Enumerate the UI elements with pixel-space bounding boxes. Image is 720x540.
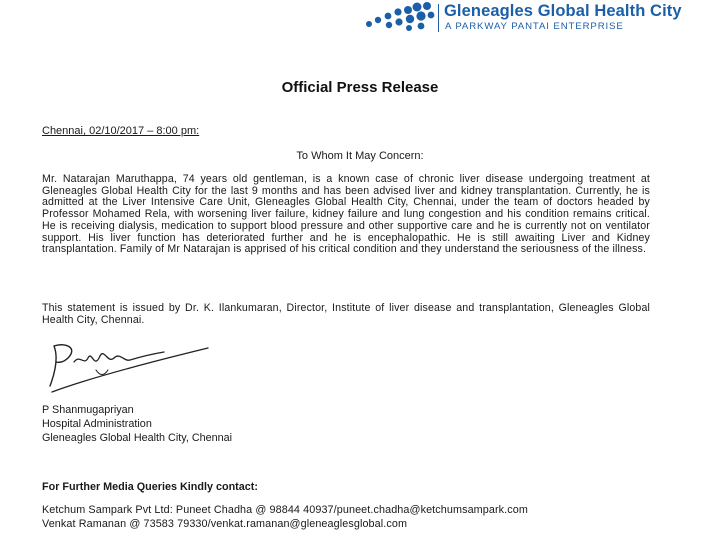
salutation: To Whom It May Concern: bbox=[296, 150, 424, 162]
media-contact-line: Venkat Ramanan @ 73583 79330/venkat.ramanan@gleneaglesglobal.com bbox=[42, 518, 408, 530]
hospital-logo bbox=[364, 2, 720, 36]
document-title: Official Press Release bbox=[281, 79, 439, 96]
brand-name: Gleneagles Global Health City bbox=[444, 2, 682, 20]
body-paragraph: Mr. Natarajan Maruthappa, 74 years old gentleman, is a known case of chronic liver disease undergoing treatment at Gleneagles Global Health City for the last 9 months and has been advised liver and kidney transplantation. Currently, he is admitted at the Liver Intensive Care Unit, Gleneagles Global Health City, Chennai, under the team of doctors headed by Professor Mohamed Rela, with worsening liver failure, kidney failure and lung congestion and his condition remains critical. He is receiving dialysis, medication to support blood pressure and other supportive care and he is currently not on ventilator support. His liver function has deteriorated further and he is encephalopathic. He is still awaiting Liver and Kidney transplantation. Family of Mr Natarajan is apprised of his critical condition and they understand the seriousness of the illness. bbox=[42, 173, 650, 256]
brand-tagline: A PARKWAY PANTAI ENTERPRISE bbox=[445, 21, 624, 32]
signatory-role: Hospital Administration bbox=[42, 418, 152, 430]
signatory-organization: Gleneagles Global Health City, Chennai bbox=[42, 432, 233, 444]
handwritten-signature bbox=[44, 340, 214, 398]
media-contact-line: Ketchum Sampark Pvt Ltd: Puneet Chadha @ 98844 40937/puneet.chadha@ketchumsampark.com bbox=[42, 504, 528, 516]
dateline: Chennai, 02/10/2017 – 8:00 pm: bbox=[42, 125, 200, 137]
media-queries-heading: For Further Media Queries Kindly contact: bbox=[42, 481, 258, 493]
signatory-name: P Shanmugapriyan bbox=[42, 404, 134, 416]
statement-paragraph: This statement is issued by Dr. K. Ilankumaran, Director, Institute of liver disease and transplantation, Gleneagles Global Health City, Chennai. bbox=[42, 302, 650, 326]
logo-divider bbox=[438, 4, 439, 32]
logo-mark-icon bbox=[364, 2, 436, 32]
